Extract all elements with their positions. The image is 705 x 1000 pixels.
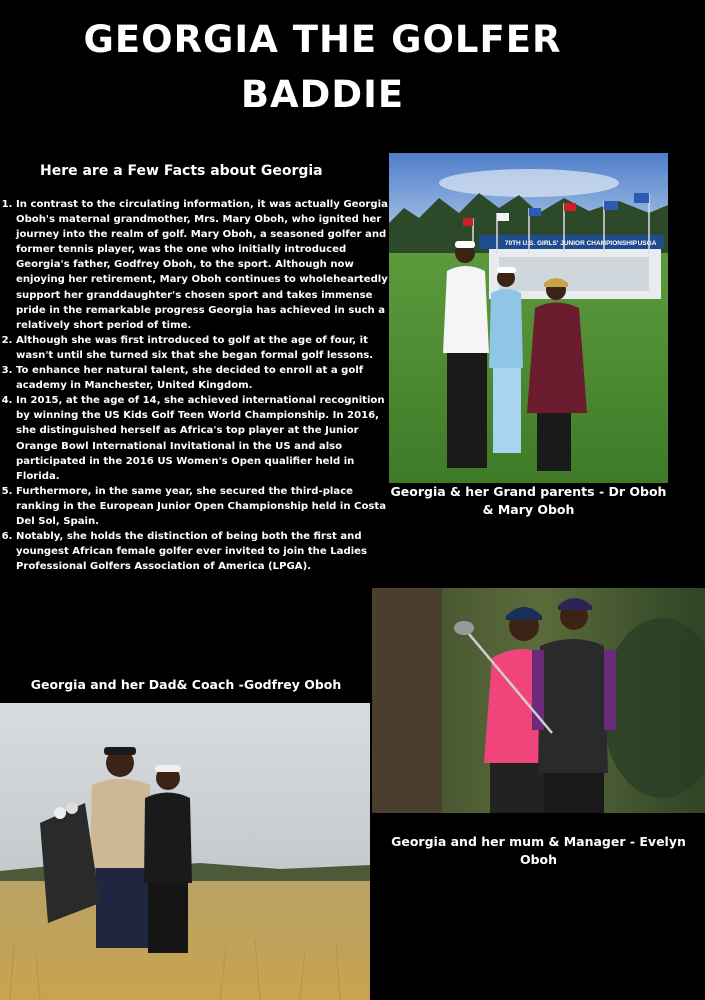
facts-heading: Here are a Few Facts about Georgia xyxy=(40,163,323,179)
caption-mum: Georgia and her mum & Manager - Evelyn Oboh xyxy=(391,834,686,867)
fact-item: 4. In 2015, at the age of 14, she achieved international recognition by winning the US Kids Golf Teen World Championship. In 2016, she distinguished herself as Africa's top player at the Junior Orange Bowl International Invitational in the US and also participated in the 2016 US Women's Open qualifier held in Florida. xyxy=(16,393,388,484)
photo-mum xyxy=(372,588,705,813)
banner-text: 70TH U.S. GIRLS' JUNIOR CHAMPIONSHIP xyxy=(504,240,638,247)
title-line-1: GEORGIA THE GOLFER xyxy=(83,18,562,61)
fact-item: 3. To enhance her natural talent, she decided to enroll at a golf academy in Manchester, United Kingdom. xyxy=(16,363,388,393)
fact-item: 5. Furthermore, in the same year, she secured the third-place ranking in the European Junior Open Championship held in Costa Del Sol, Spain. xyxy=(16,484,388,529)
photo-dad xyxy=(0,703,370,1000)
caption-dad: Georgia and her Dad& Coach -Godfrey Oboh xyxy=(30,677,342,692)
title-line-2: BADDIE xyxy=(240,73,405,116)
fact-item: 6. Notably, she holds the distinction of being both the first and youngest African female golfer ever invited to join the Ladies Professional Golfers Association of America (LPGA). xyxy=(16,529,388,574)
facts-list xyxy=(4,197,388,574)
fact-item: 2. Although she was first introduced to golf at the age of four, it wasn't until she turned six that she began formal golf lessons. xyxy=(16,333,388,363)
caption-grandparents: Georgia & her Grand parents - Dr Oboh & Mary Oboh xyxy=(390,484,667,517)
banner-brand: USGA xyxy=(637,240,657,247)
fact-item: 1. In contrast to the circulating information, it was actually Georgia Oboh's maternal grandmother, Mrs. Mary Oboh, who ignited her journey into the realm of golf. Mary Oboh, a seasoned golfer and former tennis player, was the one who initially introduced Georgia's father, Godfrey Oboh, to the sport. Although now enjoying her retirement, Mary Oboh continues to wholeheartedly support her granddaughter's chosen sport and takes immense pride in the remarkable progress Georgia has achieved in such a relatively short period of time. xyxy=(16,197,388,333)
photo-grandparents xyxy=(389,153,668,483)
